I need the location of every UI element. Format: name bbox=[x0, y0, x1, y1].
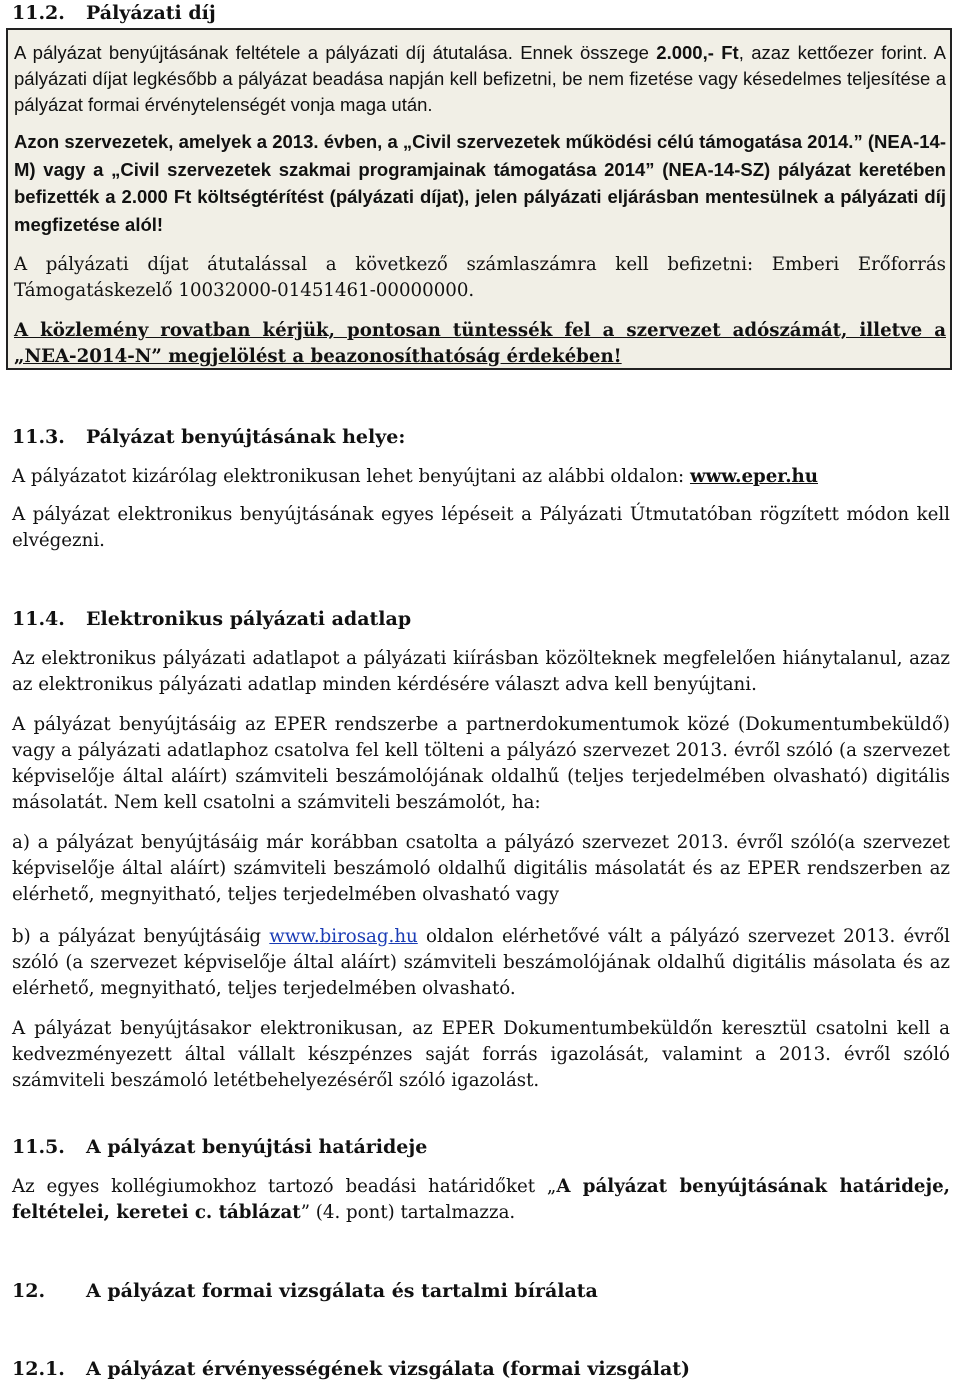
exemption-paragraph: Azon szervezetek, amelyek a 2013. évben, a „Civil szervezetek működési célú támogatása 2014.” (NEA-14-M) vagy a „Civil szervezetek szakmai programjainak támogatása 2014” (NEA-14-SZ) pályázat keretében befizették a 2.000 Ft költségtérítést (pályázati díjat), jelen pályázati eljárásban mentesülnek a pályázati díj megfizetése alól! bbox=[14, 131, 946, 235]
section-number: 12. bbox=[12, 1280, 46, 1302]
heading-12-1 bbox=[12, 1356, 690, 1382]
section-number: 11.2. bbox=[12, 2, 65, 24]
section-number: 11.5. bbox=[12, 1136, 65, 1158]
condition-a-paragraph: a) a pályázat benyújtásáig már korábban csatolta a pályázó szervezet 2013. évről szóló(a szervezet képviselője által aláírt) számviteli beszámoló oldalhű digitális másolatát és az EPER rendszerben az elérhető, megnyitható, teljes terjedelmében olvasható vagy bbox=[12, 832, 950, 905]
section-title: A pályázat benyújtási határideje bbox=[86, 1136, 428, 1158]
table-reference: A pályázat benyújtásának határideje, feltételei, keretei c. táblázat bbox=[12, 1176, 950, 1223]
section-number: 11.4. bbox=[12, 608, 65, 630]
condition-b-paragraph: b) a pályázat benyújtásáig www.birosag.hu oldalon elérhetővé vált a pályázó szervezet 2013. évről szóló (a szervezet képviselője által aláírt) számviteli beszámolójának oldalhű digitális másolata és az elérhető, megnyitható, teljes terjedelmében olvasható. bbox=[12, 926, 950, 999]
fee-paragraph: A pályázat benyújtásának feltétele a pályázati díj átutalása. Ennek összege 2.000,- Ft, azaz kettőezer forint. A pályázati díjat legkésőbb a pályázat beadása napján kell befizetni, be nem fizetése vagy késedelmes teljesítése a pályázat formai érvénytelenségét vonja maga után. bbox=[14, 42, 947, 115]
section-title: A pályázat érvényességének vizsgálata (formai vizsgálat) bbox=[86, 1358, 691, 1380]
section-number: 12.1. bbox=[12, 1358, 65, 1380]
eper-upload-paragraph: A pályázat benyújtásáig az EPER rendszerbe a partnerdokumentumok közé (Dokumentumbeküldő) vagy a pályázati adatlaphoz csatolva fel kell tölteni a pályázó szervezet 2013. évről szóló (a szervezet képviselője által aláírt) számviteli beszámolójának oldalhű (teljes terjedelmében olvasható) digitális másolatát. Nem kell csatolni a számviteli beszámolót, ha: bbox=[12, 714, 950, 813]
heading-11-2 bbox=[12, 0, 216, 26]
notice-paragraph: A közlemény rovatban kérjük, pontosan tüntessék fel a szervezet adószámát, illetve a „NEA-2014-N” megjelölést a beazonosíthatóság érdekében! bbox=[14, 320, 946, 367]
eper-link[interactable]: www.eper.hu bbox=[689, 466, 818, 487]
fee-amount: 2.000,- Ft bbox=[656, 42, 739, 63]
submission-steps-paragraph: A pályázat elektronikus benyújtásának egyes lépéseit a Pályázati Útmutatóban rögzített módon kell elvégezni. bbox=[12, 504, 950, 551]
section-title: A pályázat formai vizsgálata és tartalmi bírálata bbox=[86, 1280, 598, 1302]
attachment-paragraph: A pályázat benyújtásakor elektronikusan, az EPER Dokumentumbeküldőn keresztül csatolni kell a kedvezményezett által vállalt készpénzes saját forrás igazolását, valamint a 2013. évről szóló számviteli beszámoló letétbehelyezéséről szóló igazolást. bbox=[12, 1018, 950, 1091]
adatlap-paragraph: Az elektronikus pályázati adatlapot a pályázati kiírásban közölteknek megfelelően hiánytalanul, azaz az elektronikus pályázati adatlap minden kérdésére választ adva kell benyújtani. bbox=[12, 648, 950, 695]
section-title: Pályázati díj bbox=[86, 2, 216, 24]
heading-11-5 bbox=[12, 1134, 427, 1160]
birosag-link[interactable]: www.birosag.hu bbox=[269, 926, 418, 947]
bank-account-paragraph: A pályázati díjat átutalással a következő számlaszámra kell befizetni: Emberi Erőforrás Támogatáskezelő 10032000-01451461-00000000. bbox=[14, 254, 946, 301]
section-title: Pályázat benyújtásának helye: bbox=[86, 426, 406, 448]
submission-paragraph: A pályázatot kizárólag elektronikusan lehet benyújtani az alábbi oldalon: www.eper.hu bbox=[12, 466, 818, 487]
section-title: Elektronikus pályázati adatlap bbox=[86, 608, 412, 630]
heading-11-4 bbox=[12, 606, 411, 632]
heading-12 bbox=[12, 1278, 598, 1304]
deadline-paragraph: Az egyes kollégiumokhoz tartozó beadási határidőket „A pályázat benyújtásának határideje, feltételei, keretei c. táblázat” (4. pont) tartalmazza. bbox=[12, 1176, 950, 1223]
fee-info-box bbox=[6, 28, 952, 370]
section-number: 11.3. bbox=[12, 426, 65, 448]
heading-11-3 bbox=[12, 424, 405, 450]
